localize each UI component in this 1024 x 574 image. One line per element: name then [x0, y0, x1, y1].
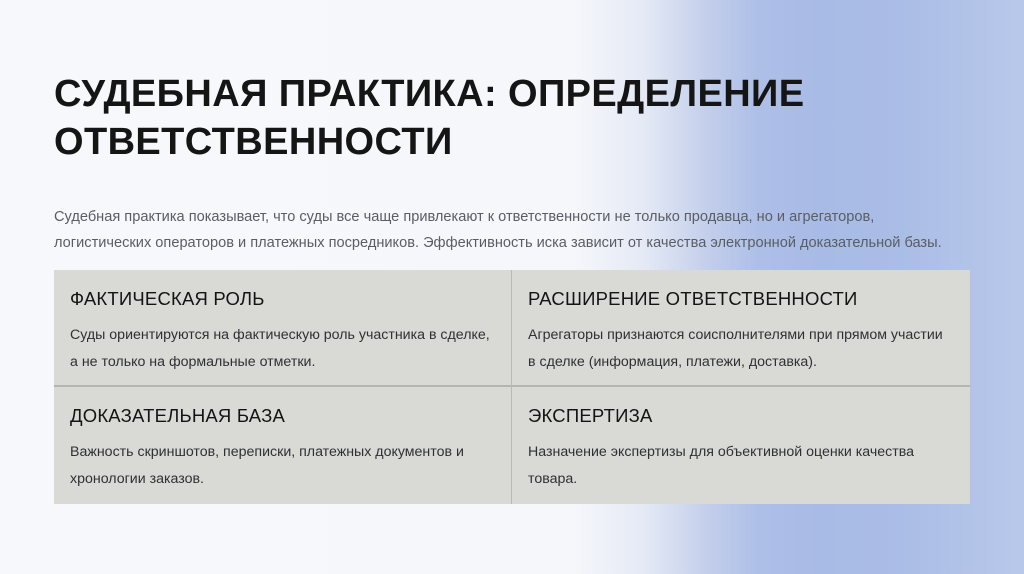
card-title: ФАКТИЧЕСКАЯ РОЛЬ [70, 288, 265, 309]
card-title: РАСШИРЕНИЕ ОТВЕТСТВЕННОСТИ [528, 288, 858, 309]
card-evidence-base [54, 387, 512, 504]
card-liability-expansion [512, 270, 970, 387]
card-title: ДОКАЗАТЕЛЬНАЯ БАЗА [70, 405, 285, 426]
card-text: Важность скриншотов, переписки, платежных документов и хронологии заказов. [70, 444, 464, 487]
card-title: ЭКСПЕРТИЗА [528, 405, 653, 426]
card-expertise [512, 387, 970, 504]
card-text: Назначение экспертизы для объективной оценки качества товара. [528, 444, 914, 487]
cards-grid [54, 270, 970, 504]
card-text: Агрегаторы признаются соисполнителями при прямом участии в сделке (информация, платежи, доставка). [528, 327, 943, 370]
card-text: Суды ориентируются на фактическую роль участника в сделке, а не только на формальные отметки. [70, 327, 490, 370]
intro-paragraph: Судебная практика показывает, что суды все чаще привлекают к ответственности не только продавца, но и агрегаторов, логистических операторов и платежных посредников. Эффективность иска зависит от качества электронной доказательной базы. [54, 209, 942, 251]
card-factual-role [54, 270, 512, 387]
slide-title: СУДЕБНАЯ ПРАКТИКА: ОПРЕДЕЛЕНИЕ ОТВЕТСТВЕННОСТИ [54, 73, 805, 163]
